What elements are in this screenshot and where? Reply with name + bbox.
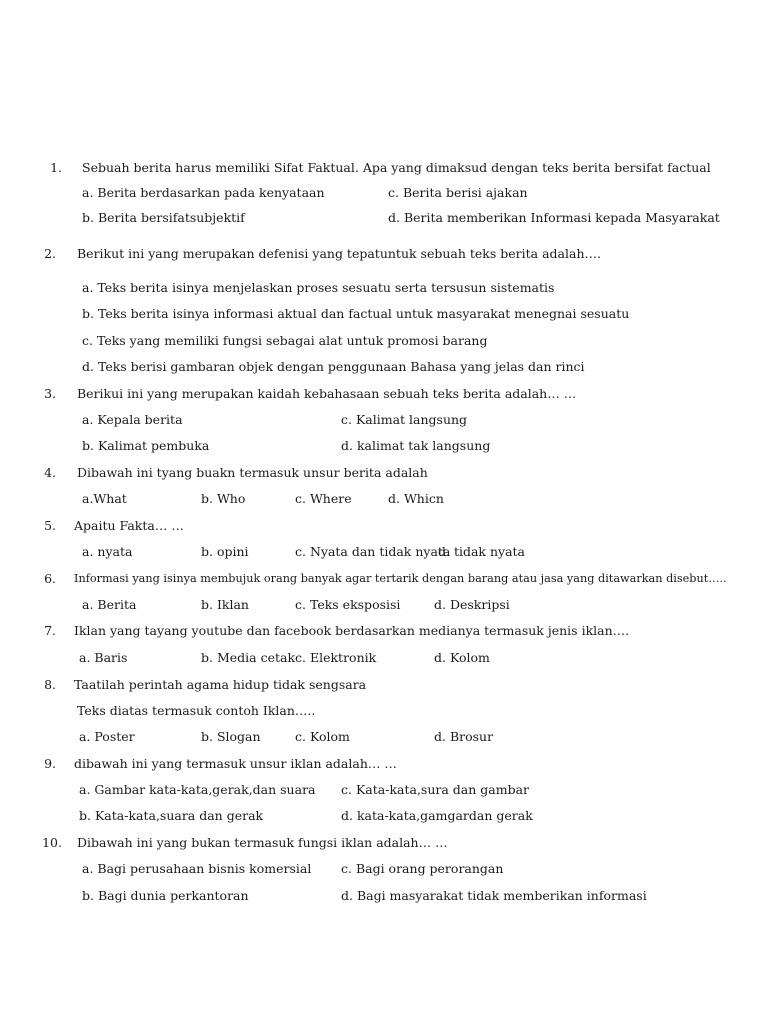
question-1-text: Sebuah berita harus memiliki Sifat Faktual. Apa yang dimaksud dengan teks berita bersifat factual bbox=[82, 160, 711, 175]
question-10-option-b: b. Bagi dunia perkantoran bbox=[82, 888, 249, 903]
question-2-option-b: b. Teks berita isinya informasi aktual dan factual untuk masyarakat menegnai sesuatu bbox=[82, 306, 630, 321]
question-1-option-d: d. Berita memberikan Informasi kepada Masyarakat bbox=[388, 210, 720, 225]
question-10-text: Dibawah ini yang bukan termasuk fungsi iklan adalah… … bbox=[77, 835, 448, 850]
question-3-number: 3. bbox=[44, 386, 56, 401]
question-1-option-a: a. Berita berdasarkan pada kenyataan bbox=[82, 185, 325, 200]
question-8-option-b: b. Slogan bbox=[201, 729, 261, 744]
question-2-option-c: c. Teks yang memiliki fungsi sebagai alat untuk promosi barang bbox=[82, 333, 488, 348]
question-7-option-c: c. Elektronik bbox=[295, 650, 377, 665]
question-5-text: Apaitu Fakta… … bbox=[74, 518, 184, 533]
question-10-number: 10. bbox=[42, 835, 62, 850]
question-1-option-c: c. Berita berisi ajakan bbox=[388, 185, 528, 200]
question-7-option-d: d. Kolom bbox=[434, 650, 490, 665]
question-5-number: 5. bbox=[44, 518, 56, 533]
question-6-option-d: d. Deskripsi bbox=[434, 597, 510, 612]
question-6-option-a: a. Berita bbox=[82, 597, 137, 612]
question-10-option-a: a. Bagi perusahaan bisnis komersial bbox=[82, 861, 312, 876]
question-6-text: Informasi yang isinya membujuk orang banyak agar tertarik dengan barang atau jasa yang ditawarkan disebut….. bbox=[74, 572, 727, 585]
question-8-number: 8. bbox=[44, 677, 56, 692]
question-6-option-c: c. Teks eksposisi bbox=[295, 597, 401, 612]
question-2-text: Berikut ini yang merupakan defenisi yang tepatuntuk sebuah teks berita adalah…. bbox=[77, 246, 601, 261]
question-7-number: 7. bbox=[44, 623, 56, 638]
question-9-option-d: d. kata-kata,gamgardan gerak bbox=[341, 808, 533, 823]
question-9-option-a: a. Gambar kata-kata,gerak,dan suara bbox=[79, 782, 316, 797]
question-2-option-a: a. Teks berita isinya menjelaskan proses sesuatu serta tersusun sistematis bbox=[82, 280, 555, 295]
question-4-option-b: b. Who bbox=[201, 491, 246, 506]
question-9-option-c: c. Kata-kata,sura dan gambar bbox=[341, 782, 529, 797]
question-4-number: 4. bbox=[44, 465, 56, 480]
question-5-option-a: a. nyata bbox=[82, 544, 133, 559]
question-3-option-c: c. Kalimat langsung bbox=[341, 412, 468, 427]
question-2-option-d: d. Teks berisi gambaran objek dengan penggunaan Bahasa yang jelas dan rinci bbox=[82, 359, 585, 374]
question-4-text: Dibawah ini tyang buakn termasuk unsur berita adalah bbox=[77, 465, 428, 480]
question-8-option-a: a. Poster bbox=[79, 729, 135, 744]
question-9-option-b: b. Kata-kata,suara dan gerak bbox=[79, 808, 264, 823]
question-6-number: 6. bbox=[44, 571, 56, 586]
question-1-number: 1. bbox=[50, 160, 62, 175]
question-5-option-d: d. tidak nyata bbox=[438, 544, 526, 559]
question-2-number: 2. bbox=[44, 246, 56, 261]
question-1-option-b: b. Berita bersifatsubjektif bbox=[82, 210, 245, 225]
question-7-option-a: a. Baris bbox=[79, 650, 128, 665]
question-9-number: 9. bbox=[44, 756, 56, 771]
question-4-option-a: a.What bbox=[82, 491, 127, 506]
question-7-text: Iklan yang tayang youtube dan facebook berdasarkan medianya termasuk jenis iklan…. bbox=[74, 623, 630, 638]
question-8-text: Taatilah perintah agama hidup tidak sengsara bbox=[74, 677, 367, 692]
question-10-option-c: c. Bagi orang perorangan bbox=[341, 861, 504, 876]
question-5-option-c: c. Nyata dan tidak nyata bbox=[295, 544, 451, 559]
question-5-option-b: b. opini bbox=[201, 544, 249, 559]
question-7-option-b: b. Media cetak bbox=[201, 650, 296, 665]
question-8-option-d: d. Brosur bbox=[434, 729, 494, 744]
question-8-subtext: Teks diatas termasuk contoh Iklan….. bbox=[77, 703, 316, 718]
question-4-option-c: c. Where bbox=[295, 491, 352, 506]
question-4-option-d: d. Whicn bbox=[388, 491, 444, 506]
question-9-text: dibawah ini yang termasuk unsur iklan adalah… … bbox=[74, 756, 397, 771]
question-3-text: Berikui ini yang merupakan kaidah kebahasaan sebuah teks berita adalah… … bbox=[77, 386, 577, 401]
question-3-option-d: d. kalimat tak langsung bbox=[341, 438, 491, 453]
question-8-option-c: c. Kolom bbox=[295, 729, 350, 744]
question-3-option-b: b. Kalimat pembuka bbox=[82, 438, 210, 453]
question-10-option-d: d. Bagi masyarakat tidak memberikan informasi bbox=[341, 888, 647, 903]
question-3-option-a: a. Kepala berita bbox=[82, 412, 183, 427]
question-6-option-b: b. Iklan bbox=[201, 597, 249, 612]
